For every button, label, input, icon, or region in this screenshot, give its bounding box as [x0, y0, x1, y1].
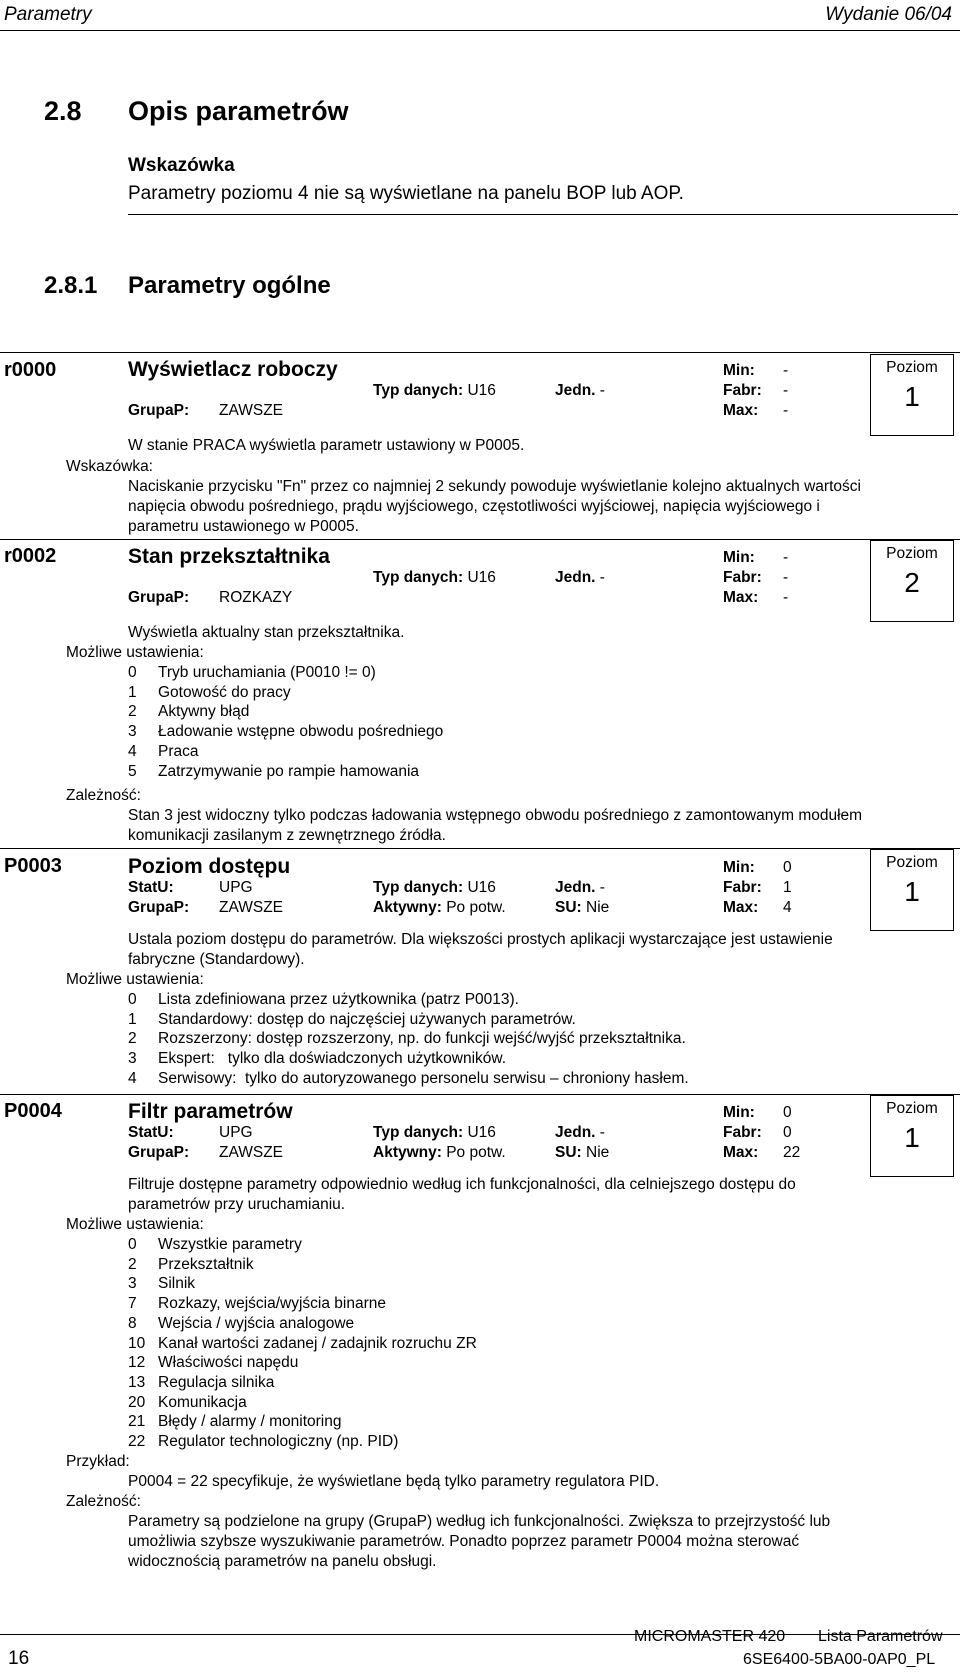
list-item: 5 Zatrzymywanie po rampie hamowania: [128, 762, 420, 780]
min-label: Min:: [723, 1104, 755, 1121]
footer-product: MICROMASTER 420: [634, 1628, 786, 1645]
note-box: [128, 155, 958, 215]
aktywny-P0003: Aktywny: Po potw.: [373, 899, 506, 916]
header-right: Wydanie 06/04: [825, 4, 952, 25]
grupa-r0002: ROZKAZY: [219, 589, 293, 606]
statu-P0004: UPG: [219, 1124, 253, 1141]
min-label: Min:: [723, 859, 755, 876]
desc-P0003-line-2: fabryczne (Standardowy).: [128, 951, 305, 968]
param-rule-P0003: [0, 848, 960, 849]
list-item: 8 Wejścia / wyjścia analogowe: [128, 1314, 355, 1332]
dep-P0004-line-3: widocznością parametrów na panelu obsługi.: [128, 1553, 437, 1570]
list-item: 20 Komunikacja: [128, 1393, 247, 1411]
fabr-value-r0000: -: [783, 382, 789, 399]
param-name-r0000: Wyświetlacz roboczy: [128, 358, 338, 381]
example-P0004: P0004 = 22 specyfikuje, że wyświetlane będą tylko parametry regulatora PID.: [128, 1473, 660, 1490]
max-label: Max:: [723, 589, 759, 606]
dep-r0002-line-2: komunikacji zasilanym z zewnętrznego źródła.: [128, 827, 446, 844]
list-item: 1 Standardowy: dostęp do najczęściej używanych parametrów.: [128, 1010, 576, 1028]
desc-r0000: W stanie PRACA wyświetla parametr ustawiony w P0005.: [128, 437, 525, 454]
page-number: 16: [8, 1648, 30, 1669]
aktywny-P0004: Aktywny: Po potw.: [373, 1144, 506, 1161]
param-rule-r0002: [0, 539, 960, 540]
fabr-label: Fabr:: [723, 1124, 762, 1141]
list-item: 1 Gotowość do pracy: [128, 683, 291, 701]
fabr-label: Fabr:: [723, 382, 762, 399]
grupap-label: GrupaP:: [128, 402, 190, 419]
dependency-label: Zależność:: [66, 1493, 141, 1510]
list-item: 21 Błędy / alarmy / monitoring: [128, 1413, 342, 1431]
grupap-label: GrupaP:: [128, 899, 190, 916]
note-label: Wskazówka: [128, 155, 235, 176]
min-value-P0004: 0: [783, 1104, 792, 1121]
typ-P0003: Typ danych: U16: [373, 879, 496, 896]
desc-P0003-line-1: Ustala poziom dostępu do parametrów. Dla większości prostych aplikacji wystarczające jest ustawienie: [128, 931, 833, 948]
list-item: 4 Serwisowy: tylko do autoryzowanego personelu serwisu – chroniony hasłem.: [128, 1069, 689, 1087]
list-item: 10 Kanał wartości zadanej / zadajnik rozruchu ZR: [128, 1334, 477, 1352]
list-item: 7 Rozkazy, wejścia/wyjścia binarne: [128, 1295, 386, 1313]
hint-line-2: napięcia obwodu pośredniego, prądu wyjściowego, częstotliwości wyjściowej, napięcia wyjściowego i: [128, 498, 820, 515]
section-title: Opis parametrów: [128, 96, 349, 126]
fabr-value-r0002: -: [783, 569, 789, 586]
su-P0003: SU: Nie: [555, 899, 610, 916]
typ-P0004: Typ danych: U16: [373, 1124, 496, 1141]
desc-P0004-line-2: parametrów przy uruchamianiu.: [128, 1196, 346, 1213]
level-box-P0003: Poziom 1: [870, 849, 954, 931]
param-id-P0004: P0004: [4, 1100, 62, 1122]
list-item: 3 Ładowanie wstępne obwodu pośredniego: [128, 723, 444, 741]
dependency-label: Zależność:: [66, 787, 141, 804]
settings-label: Możliwe ustawienia:: [66, 1216, 204, 1233]
grupa-P0004: ZAWSZE: [219, 1144, 284, 1161]
grupap-label: GrupaP:: [128, 589, 190, 606]
subsection-title: Parametry ogólne: [128, 272, 331, 299]
settings-label: Możliwe ustawienia:: [66, 644, 204, 661]
dep-r0002-line-1: Stan 3 jest widoczny tylko podczas ładowania wstępnego obwodu pośredniego z zamontowanym modułem: [128, 807, 863, 824]
fabr-label: Fabr:: [723, 569, 762, 586]
grupa-r0000: ZAWSZE: [219, 402, 284, 419]
header-left: Parametry: [4, 4, 92, 25]
header-rule: [0, 30, 960, 31]
dep-P0004-line-2: umożliwia szybsze wyszukiwanie parametrów. Ponadto poprzez parametr P0004 można sterować: [128, 1533, 800, 1550]
fabr-value-P0003: 1: [783, 879, 792, 896]
statu-label: StatU:: [128, 879, 174, 896]
statu-label: StatU:: [128, 1124, 174, 1141]
param-rule-r0000: [0, 352, 960, 353]
grupa-P0003: ZAWSZE: [219, 899, 284, 916]
level-box-r0002: Poziom 2: [870, 540, 954, 622]
list-item: 0 Wszystkie parametry: [128, 1236, 302, 1253]
jedn-P0003: Jedn. -: [555, 879, 605, 896]
min-value-P0003: 0: [783, 859, 792, 876]
list-item: 2 Przekształtnik: [128, 1255, 254, 1273]
param-id-P0003: P0003: [4, 855, 62, 877]
su-P0004: SU: Nie: [555, 1144, 610, 1161]
list-item: 4 Praca: [128, 742, 199, 760]
min-value-r0002: -: [783, 549, 789, 566]
note-text: Parametry poziomu 4 nie są wyświetlane na panelu BOP lub AOP.: [128, 183, 684, 204]
settings-label: Możliwe ustawienia:: [66, 971, 204, 988]
settings-list-P0003: [128, 990, 689, 1089]
list-item: 22 Regulator technologiczny (np. PID): [128, 1433, 399, 1451]
max-label: Max:: [723, 402, 759, 419]
list-item: 0 Tryb uruchamiania (P0010 != 0): [128, 664, 376, 681]
min-label: Min:: [723, 362, 755, 379]
footer-code: 6SE6400-5BA00-0AP0_PL: [743, 1651, 936, 1668]
desc-r0002: Wyświetla aktualny stan przekształtnika.: [128, 624, 405, 641]
param-name-r0002: Stan przekształtnika: [128, 545, 330, 568]
section-number: 2.8: [44, 96, 82, 126]
list-item: 2 Rozszerzony: dostęp rozszerzony, np. do funkcji wejść/wyjść przekształtnika.: [128, 1030, 686, 1048]
max-label: Max:: [723, 1144, 759, 1161]
hint-line-1: Naciskanie przycisku "Fn" przez co najmniej 2 sekundy powoduje wyświetlanie kolejno aktualnych wartości: [128, 478, 861, 495]
min-value-r0000: -: [783, 362, 789, 379]
jedn-r0000: Jedn. -: [555, 382, 605, 399]
settings-list-P0004: [128, 1235, 477, 1452]
max-value-P0003: 4: [783, 899, 792, 916]
param-rule-P0004: [0, 1094, 960, 1095]
footer-rule: [0, 1634, 960, 1635]
hint-line-3: parametru ustawionego w P0005.: [128, 518, 359, 535]
list-item: 2 Aktywny błąd: [128, 703, 250, 721]
note-rule: [128, 214, 958, 215]
fabr-value-P0004: 0: [783, 1124, 792, 1141]
typ-r0000: Typ danych: U16: [373, 382, 496, 399]
min-label: Min:: [723, 549, 755, 566]
level-box-r0000: Poziom 1: [870, 354, 954, 436]
list-item: 3 Silnik: [128, 1275, 196, 1293]
typ-r0002: Typ danych: U16: [373, 569, 496, 586]
subsection-number: 2.8.1: [44, 272, 98, 299]
list-item: 12 Właściwości napędu: [128, 1354, 299, 1372]
list-item: 3 Ekspert: tylko dla doświadczonych użytkowników.: [128, 1050, 507, 1068]
max-label: Max:: [723, 899, 759, 916]
max-value-r0000: -: [783, 402, 789, 419]
param-id-r0000: r0000: [4, 359, 57, 381]
dep-P0004-line-1: Parametry są podzielone na grupy (GrupaP) według ich funkcjonalności. Zwiększa to przejrzystość lub: [128, 1513, 831, 1530]
param-id-r0002: r0002: [4, 545, 57, 567]
max-value-P0004: 22: [783, 1144, 801, 1161]
footer-doc: Lista Parametrów: [818, 1628, 943, 1645]
list-item: 13 Regulacja silnika: [128, 1373, 275, 1391]
fabr-label: Fabr:: [723, 879, 762, 896]
param-name-P0004: Filtr parametrów: [128, 1100, 293, 1123]
jedn-P0004: Jedn. -: [555, 1124, 605, 1141]
grupap-label: GrupaP:: [128, 1144, 190, 1161]
list-item: 0 Lista zdefiniowana przez użytkownika (patrz P0013).: [128, 991, 519, 1008]
desc-P0004-line-1: Filtruje dostępne parametry odpowiednio według ich funkcjonalności, dla celniejszego dostępu do: [128, 1176, 796, 1193]
settings-list-r0002: [128, 663, 443, 781]
jedn-r0002: Jedn. -: [555, 569, 605, 586]
max-value-r0002: -: [783, 589, 789, 606]
statu-P0003: UPG: [219, 879, 253, 896]
hint-label: Wskazówka:: [66, 458, 153, 475]
level-box-P0004: Poziom 1: [870, 1095, 954, 1177]
param-name-P0003: Poziom dostępu: [128, 855, 291, 878]
example-label: Przykład:: [66, 1453, 130, 1470]
